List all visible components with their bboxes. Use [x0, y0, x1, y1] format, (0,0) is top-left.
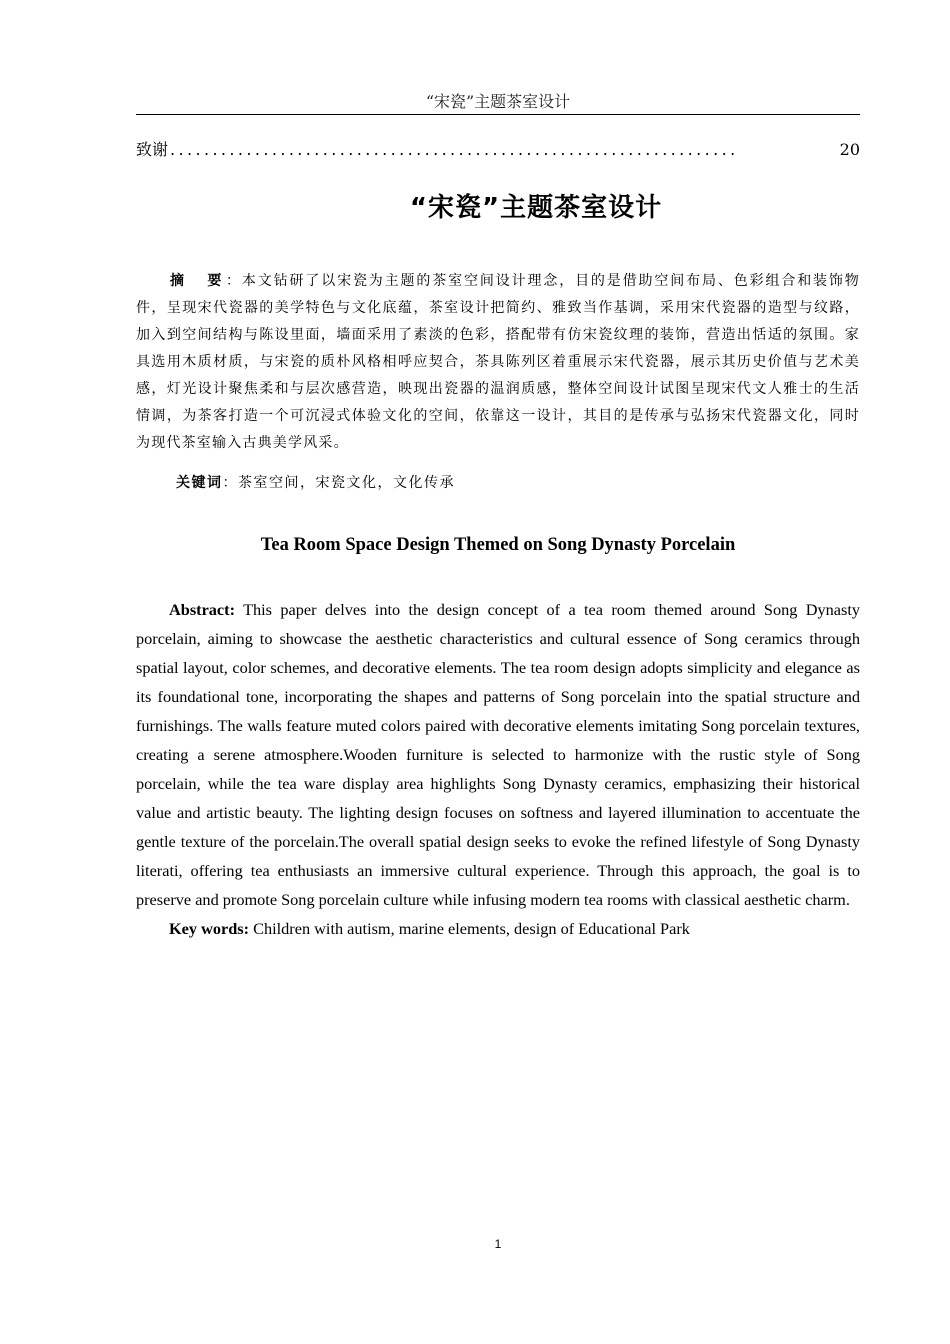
chinese-keywords-label: 关键词: [176, 475, 223, 491]
english-keywords: [169, 914, 690, 943]
chinese-abstract: [136, 268, 860, 457]
chinese-title: “宋瓷”主题茶室设计: [409, 193, 663, 223]
english-keywords-label: Key words:: [169, 919, 250, 938]
english-abstract-label: Abstract:: [169, 600, 236, 619]
header-rule: [136, 114, 860, 115]
english-abstract-text: This paper delves into the design concept of a tea room themed around Song Dynasty porcelain, aiming to showcase the aesthetic characteristics and cultural essence of Song ceramics through spatial layout, color schemes, and decorative elements. The tea room design adopts simplicity and elegance as its foundational tone, incorporating the shapes and patterns of Song porcelain into the spatial structure and furnishings. The walls feature muted colors paired with decorative elements imitating Song porcelain textures, creating a serene atmosphere.Wooden furniture is selected to harmonize with the rustic style of Song porcelain, while the tea ware display area highlights Song Dynasty ceramics, emphasizing their historical value and artistic beauty. The lighting design focuses on softness and layered illumination to accentuate the gentle texture of the porcelain.The overall spatial design seeks to evoke the refined lifestyle of Song Dynasty literati, offering tea enthusiasts an immersive cultural experience. Through this approach, the goal is to preserve and promote Song porcelain culture while infusing modern tea rooms with classical aesthetic charm.: [136, 600, 860, 909]
chinese-keywords-text: 茶室空间，宋瓷文化，文化传承: [238, 475, 455, 491]
english-abstract: [136, 595, 860, 914]
toc-entry-acknowledgements[interactable]: [136, 138, 860, 162]
toc-leader-dots: ...................................................................: [170, 140, 739, 159]
english-title: Tea Room Space Design Themed on Song Dynasty Porcelain: [260, 535, 736, 555]
page-number: 1: [494, 1237, 502, 1251]
chinese-abstract-label: 摘 要: [170, 273, 226, 289]
toc-label: 致谢: [136, 140, 169, 159]
chinese-abstract-text: 本文钻研了以宋瓷为主题的茶室空间设计理念，目的是借助空间布局、色彩组合和装饰物件，呈现宋代瓷器的美学特色与文化底蕴，茶室设计把简约、雅致当作基调，采用宋代瓷器的造型与纹路，加入到空间结构与陈设里面，墙面采用了素淡的色彩，搭配带有仿宋瓷纹理的装饰，营造出恬适的氛围。家具选用木质材质，与宋瓷的质朴风格相呼应契合，茶具陈列区着重展示宋代瓷器，展示其历史价值与艺术美感，灯光设计聚焦柔和与层次感营造，映现出瓷器的温润质感，整体空间设计试图呈现宋代文人雅士的生活情调，为茶客打造一个可沉浸式体验文化的空间，依靠这一设计，其目的是传承与弘扬宋代瓷器文化，同时为现代茶室输入古典美学风采。: [136, 273, 860, 451]
chinese-keywords-colon: ：: [222, 475, 238, 491]
chinese-keywords: [176, 470, 455, 496]
chinese-abstract-colon: ：: [226, 273, 242, 289]
toc-page-number: 20: [839, 140, 860, 159]
running-header: “宋瓷”主题茶室设计: [425, 92, 571, 111]
english-keywords-text: Children with autism, marine elements, design of Educational Park: [249, 919, 690, 938]
